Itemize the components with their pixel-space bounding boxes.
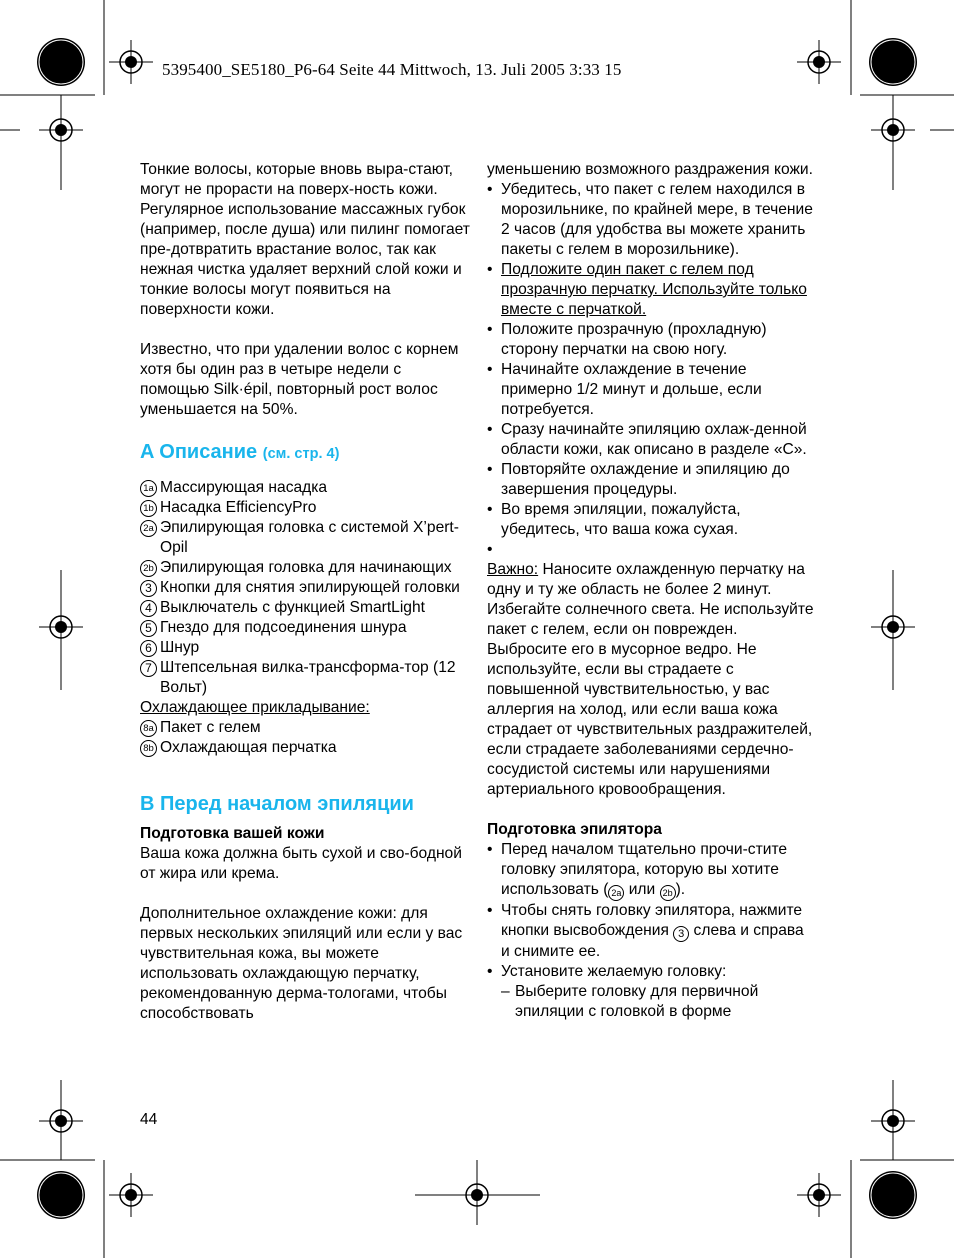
skin-prep-text: Ваша кожа должна быть сухой и сво-бодной от жира или крема. [140, 845, 462, 882]
section-b-heading: B Перед началом эпиляции [140, 793, 414, 815]
bullet-item: • Чтобы снять головку эпилятора, нажмите кнопки высвобождения 3 слева и справа и снимите ее. [487, 902, 804, 960]
important-note: Важно: Наносите охлажденную перчатку на одну и ту же область не более 2 минут. Избегайте солнечного света. Не используйте пакет с гелем, если он поврежден. Выбросите его в мусорное ведро. Не используйте, если вы страдаете с повышенной чувствительностью, у вас аллергия на холод, или если ваша кожа страдает от чувствительных раздражителей, если страдаете заболеваниями сердечно-сосудистой системы или нарушениями артериального кровообращения. [487, 561, 814, 798]
cooling-list-item: 8b Охлаждающая перчатка [140, 738, 470, 758]
dash-item: – Выберите головку для первичной эпиляции с головкой в форме [501, 983, 759, 1020]
bullet-item: • Начинайте охлаждение в течение примерно 1/2 минут и дольше, если потребуется. [487, 361, 762, 418]
cooling-list-item: 8a Пакет с гелем [140, 718, 470, 738]
starburst-top-left [37, 38, 85, 86]
epilator-prep-heading: Подготовка эпилятора [487, 821, 662, 838]
parts-list [140, 478, 470, 698]
skin-prep-heading: Подготовка вашей кожи [140, 825, 325, 842]
parts-list-item: 6 Шнур [140, 638, 470, 658]
bullet-item: • Установите желаемую головку: [487, 963, 727, 980]
parts-list-item: 2b Эпилирующая головка для начинающих [140, 558, 470, 578]
parts-list-item: 7 Штепсельная вилка-трансформа-тор (12 Вольт) [140, 658, 470, 698]
page-number: 44 [140, 1111, 158, 1128]
paragraph-regrowth: Известно, что при удалении волос с корнем хотя бы один раз в четыре недели с помощью Silk·épil, повторный рост волос уменьшается на 50%. [140, 341, 459, 418]
bullet-item: • Перед началом тщательно прочи-стите головку эпилятора, которую вы хотите использовать ( 2a или 2b ). [487, 840, 815, 901]
bullet-item: • Сразу начинайте эпиляцию охлаж-денной области кожи, как описано в разделе «C». [487, 421, 807, 458]
parts-list-item: 3 Кнопки для снятия эпилирующей головки [140, 578, 470, 598]
starburst-bottom-left [37, 1171, 85, 1219]
bullet-item: • Повторяйте охлаждение и эпиляцию до завершения процедуры. [487, 461, 790, 498]
left-column [140, 160, 470, 1024]
bullet-item: • [487, 541, 493, 558]
section-a-heading: A Описание (см. стр. 4) [140, 441, 340, 463]
bullet-item: • Положите прозрачную (прохладную) сторону перчатки на свою ногу. [487, 321, 767, 358]
starburst-bottom-right [869, 1171, 917, 1219]
print-header: 5395400_SE5180_P6-64 Seite 44 Mittwoch, 13. Juli 2005 3:33 15 [162, 60, 622, 79]
parts-list-item: 1a Массирующая насадка [140, 478, 470, 498]
cooling-text: Дополнительное охлаждение кожи: для первых нескольких эпиляций или если у вас чувствительная кожа, вы можете использовать охлаждающую перчатку, рекомендованную дерма-тологами, чтобы способствовать [140, 905, 463, 1022]
parts-list-item: 4 Выключатель с функцией SmartLight [140, 598, 470, 618]
starburst-top-right [869, 38, 917, 86]
bullet-item: • Убедитесь, что пакет с гелем находился в морозильнике, по крайней мере, в течение 2 часов (для удобства вы можете хранить пакеты с гелем в морозильнике). [487, 181, 813, 258]
paragraph-ingrown-hair: Тонкие волосы, которые вновь выра-стают, могут не прорасти на поверх-ность кожи. Регулярное использование массажных губок (например, после душа) или пилинг помогает пре-дотвратить врастание волос, так как нежная чистка удаляет верхний слой кожи и тонкие волосы могут появиться на поверхности кожи. [140, 161, 470, 318]
parts-list-item: 1b Насадка EfficiencyPro [140, 498, 470, 518]
bullet-item: • Подложите один пакет с гелем под прозрачную перчатку. Используйте только вместе с перчаткой. [487, 261, 807, 318]
cooling-bullets [487, 180, 815, 560]
parts-list-item: 2a Эпилирующая головка с системой X’pert-Opil [140, 518, 470, 558]
right-column [487, 160, 815, 1022]
parts-list-item: 5 Гнездо для подсоединения шнура [140, 618, 470, 638]
continued-text: уменьшению возможного раздражения кожи. [487, 161, 813, 178]
bullet-item: • Во время эпиляции, пожалуйста, убедитесь, что ваша кожа сухая. [487, 501, 741, 538]
cooling-label: Охлаждающее прикладывание: [140, 699, 370, 716]
